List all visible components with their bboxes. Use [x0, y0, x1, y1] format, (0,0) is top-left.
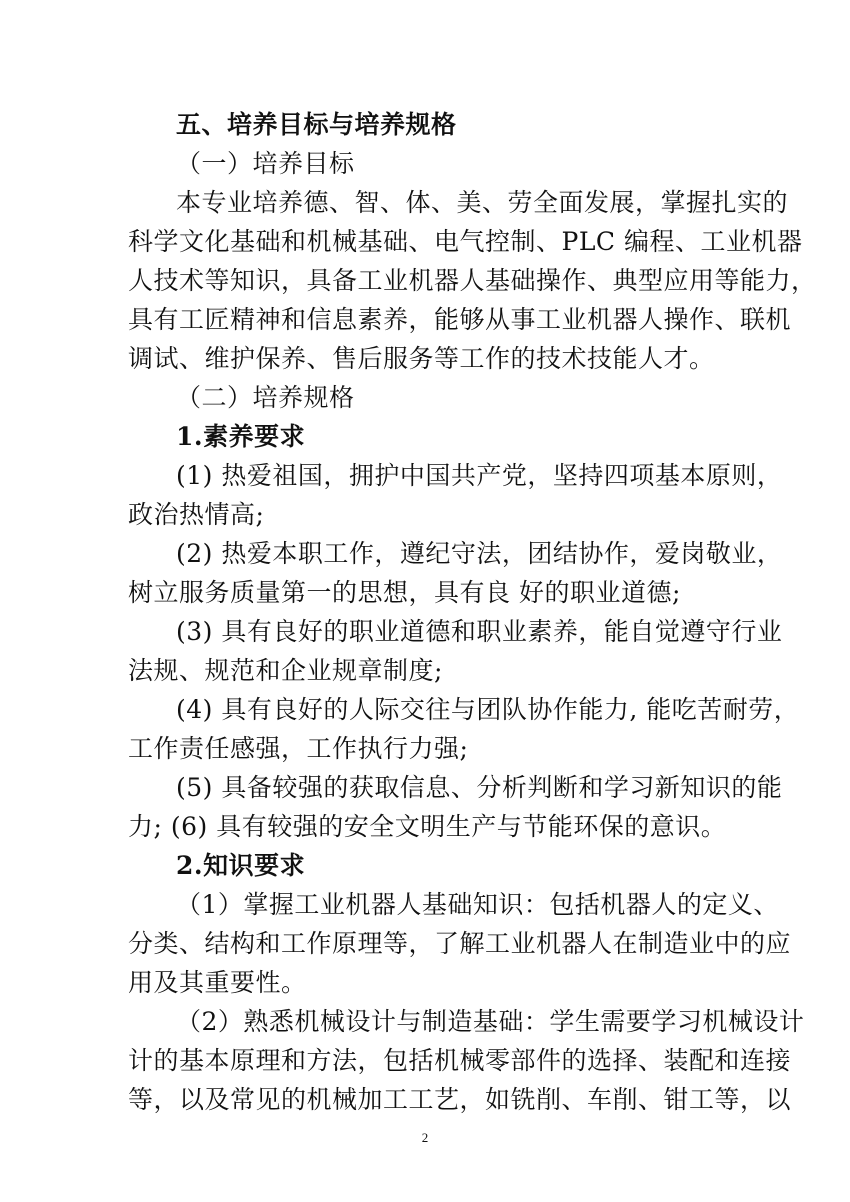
- literacy-item-line: 树立服务质量第一的思想，具有良 好的职业道德;: [128, 578, 681, 607]
- goal-paragraph-line: 调试、维护保养、售后服务等工作的技术技能人才。: [128, 344, 715, 373]
- spec-subheading: （二）培养规格: [176, 383, 355, 412]
- literacy-item-line: 法规、规范和企业规章制度;: [128, 656, 443, 685]
- knowledge-item-line: 等，以及常见的机械加工工艺，如铣削、车削、钳工等，以: [128, 1085, 792, 1114]
- literacy-item-line: 力; (6) 具有较强的安全文明生产与节能环保的意识。: [128, 812, 727, 841]
- literacy-item-line: 工作责任感强，工作执行力强;: [128, 734, 469, 763]
- goal-paragraph-line: 本专业培养德、智、体、美、劳全面发展，掌握扎实的: [176, 188, 789, 217]
- knowledge-item-line: 分类、结构和工作原理等，了解工业机器人在制造业中的应: [128, 929, 792, 958]
- literacy-item-line: 政治热情高;: [128, 500, 265, 529]
- knowledge-heading: 2.知识要求: [176, 851, 306, 880]
- knowledge-item-line: （2）熟悉机械设计与制造基础：学生需要学习机械设计: [176, 1007, 805, 1036]
- literacy-heading: 1.素养要求: [176, 422, 306, 451]
- literacy-item-line: (3) 具有良好的职业道德和职业素养，能自觉遵守行业: [176, 617, 783, 646]
- section-heading: 五、培养目标与培养规格: [176, 110, 457, 139]
- literacy-item-line: (1) 热爱祖国，拥护中国共产党，坚持四项基本原则，: [176, 461, 783, 490]
- goal-paragraph-line: 人技术等知识，具备工业机器人基础操作、典型应用等能力，: [128, 266, 817, 295]
- goal-paragraph-line: 科学文化基础和机械基础、电气控制、PLC 编程、工业机器: [128, 227, 803, 256]
- knowledge-item-line: 用及其重要性。: [128, 968, 307, 997]
- literacy-item-line: (5) 具备较强的获取信息、分析判断和学习新知识的能: [176, 773, 783, 802]
- goal-paragraph-line: 具有工匠精神和信息素养，能够从事工业机器人操作、联机: [128, 305, 792, 334]
- knowledge-item-line: 计的基本原理和方法，包括机械零部件的选择、装配和连接: [128, 1046, 792, 1075]
- literacy-item-line: (2) 热爱本职工作，遵纪守法，团结协作，爱岗敬业，: [176, 539, 783, 568]
- knowledge-item-line: （1）掌握工业机器人基础知识：包括机器人的定义、: [176, 890, 779, 919]
- goal-subheading: （一）培养目标: [176, 149, 355, 178]
- page-number: 2: [421, 1130, 429, 1145]
- literacy-item-line: (4) 具有良好的人际交往与团队协作能力, 能吃苦耐劳，: [176, 695, 800, 724]
